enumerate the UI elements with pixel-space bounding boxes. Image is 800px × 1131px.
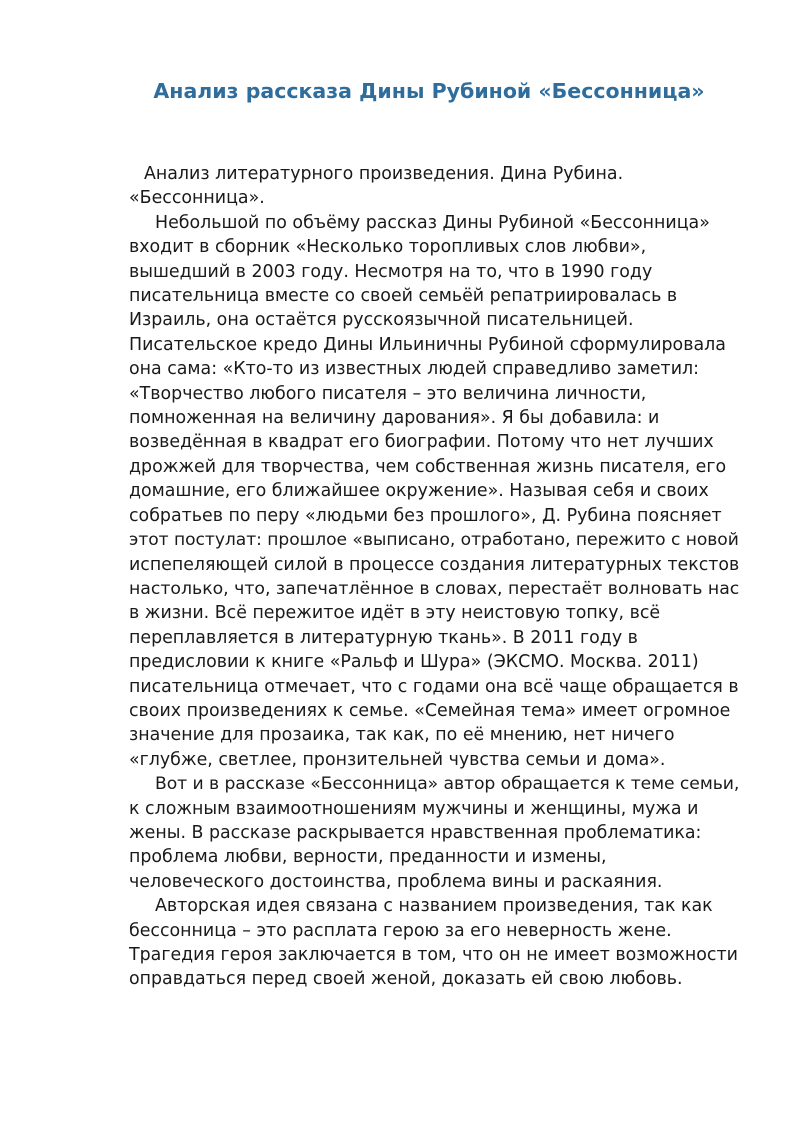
intro-paragraph: [129, 162, 739, 211]
text-line: жены. В рассказе раскрывается нравственная проблематика:: [129, 822, 702, 843]
text-line: Небольшой по объёму рассказ Дины Рубиной «Бессонница»: [155, 212, 710, 233]
text-line: человеческого достоинства, проблема вины и раскаяния.: [129, 871, 663, 892]
text-line: домашние, его ближайшее окружение». Называя себя и своих: [129, 481, 709, 502]
document-body: [129, 162, 739, 992]
text-line: собратьев по перу «людьми без прошлого», Д. Рубина поясняет: [129, 505, 722, 526]
text-line: Вот и в рассказе «Бессонница» автор обращается к теме семьи,: [155, 774, 740, 795]
text-line: предисловии к книге «Ральф и Шура» (ЭКСМО. Москва. 2011): [129, 652, 699, 673]
text-line: дрожжей для творчества, чем собственная жизнь писателя, его: [129, 456, 727, 477]
text-line: входит в сборник «Несколько торопливых слов любви»,: [129, 237, 647, 258]
text-line: «Бессонница».: [129, 188, 265, 209]
text-line: этот постулат: прошлое «выписано, отработано, пережито с новой: [129, 530, 739, 551]
text-line: в жизни. Всё пережитое идёт в эту неистовую топку, всё: [129, 603, 661, 624]
text-line: Трагедия героя заключается в том, что он не имеет возможности: [129, 945, 738, 965]
text-line: писательница отмечает, что с годами она всё чаще обращается в: [129, 676, 739, 697]
text-line: бессонница – это расплата герою за его неверность жене.: [129, 920, 672, 941]
body-paragraph-1: [129, 211, 739, 772]
text-line: помноженная на величину дарования». Я бы добавила: и: [129, 408, 660, 429]
text-line: писательница вместе со своей семьёй репатриировалась в: [129, 286, 678, 307]
text-line: переплавляется в литературную ткань». В 2011 году в: [129, 627, 638, 648]
text-line: она сама: «Кто-то из известных людей справедливо заметил:: [129, 359, 699, 380]
text-line: настолько, что, запечатлённое в словах, перестаёт волновать нас: [129, 578, 740, 599]
text-line: Израиль, она остаётся русскоязычной писательницей.: [129, 310, 634, 331]
document-title: Анализ рассказа Дины Рубиной «Бессонница»: [153, 79, 705, 103]
body-paragraph-2: [129, 772, 739, 894]
text-line: к сложным взаимоотношениям мужчины и женщины, мужа и: [129, 798, 699, 819]
text-line: возведённая в квадрат его биографии. Потому что нет лучших: [129, 432, 714, 453]
text-line: испепеляющей силой в процессе создания литературных текстов: [129, 554, 740, 575]
text-line: «глубже, светлее, пронзительней чувства семьи и дома».: [129, 749, 666, 770]
text-line: «Творчество любого писателя – это величина личности,: [129, 383, 647, 404]
text-line: своих произведениях к семье. «Семейная тема» имеет огромное: [129, 700, 731, 721]
text-line: значение для прозаика, так как, по её мнению, нет ничего: [129, 725, 675, 746]
text-line: Авторская идея связана с названием произведения, так как: [155, 896, 713, 917]
text-line: вышедший в 2003 году. Несмотря на то, что в 1990 году: [129, 261, 653, 282]
text-line: Писательское кредо Дины Ильиничны Рубиной сформулировала: [129, 334, 726, 355]
text-line: оправдаться перед своей женой, доказать ей свою любовь.: [129, 969, 683, 990]
text-line: Анализ литературного произведения. Дина Рубина.: [144, 164, 624, 184]
text-line: проблема любви, верности, преданности и измены,: [129, 847, 607, 868]
body-paragraph-3: [129, 894, 739, 992]
